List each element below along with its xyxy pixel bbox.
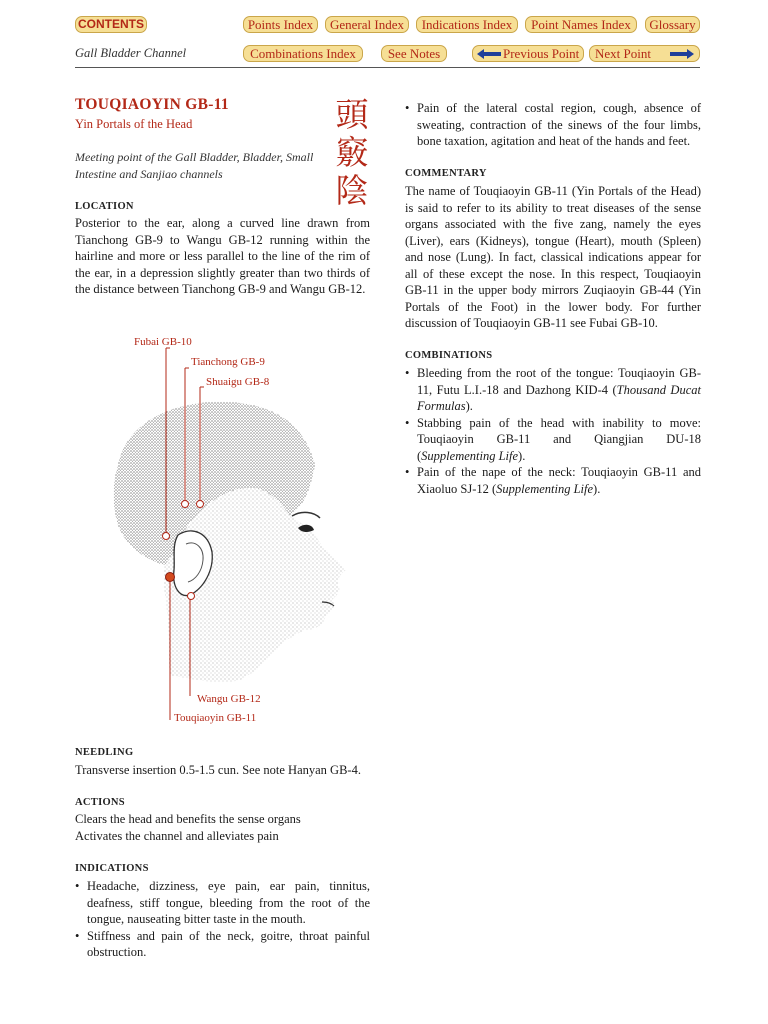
previous-point-label: Previous Point [503,46,580,61]
point-subtitle: Yin Portals of the Head [75,117,193,131]
combination-text: Stabbing pain of the head with inability to move: Touqiaoyin GB-11 and Qiangjian DU-18 ( [417,415,701,463]
indication-text: Stiffness and pain of the neck, goitre, throat painful obstruction. [87,928,370,959]
shuaigu-label: Shuaigu GB-8 [206,376,270,388]
combinations-list [405,365,701,497]
contents-button[interactable]: CONTENTS [75,16,147,33]
arrow-right-icon [670,49,694,59]
actions-heading: ACTIONS [75,797,125,808]
tianchong-point-marker [182,501,189,508]
combination-source: Supplementing Life [421,448,519,463]
combination-item [405,365,701,415]
wangu-point-marker [188,593,195,600]
bullet-icon: • [405,366,410,380]
bullet-icon: • [405,465,410,479]
combination-text: Bleeding from the root of the tongue: Touqiaoyin GB-11, Futu L.I.-18 and Dazhong KID-4 ( [417,366,701,397]
next-point-button[interactable] [589,45,700,62]
previous-point-button[interactable] [472,45,584,62]
indications-list-continued [405,100,701,150]
header-divider [75,67,700,68]
actions-item: Clears the head and benefits the sense organs [75,812,301,826]
point-title: TOUQIAOYIN GB-11 [75,96,229,113]
combination-item [405,415,701,465]
indication-text: Pain of the lateral costal region, cough, absence of sweating, contraction of the sinews of the four limbs, bone taxation, agitation and heat of the hands and feet. [417,101,701,148]
combination-end: ). [593,481,601,496]
combination-source: Supplementing Life [496,481,594,496]
combination-text: Pain of the nape of the neck: Touqiaoyin GB-11 and Xiaoluo SJ-12 ( [417,465,701,496]
glossary-button[interactable]: Glossary [645,16,700,33]
next-point-label: Next Point [595,46,651,61]
points-index-button[interactable]: Points Index [243,16,318,33]
commentary-heading: COMMENTARY [405,168,487,179]
combination-end: ). [465,399,473,413]
indication-item [75,928,370,961]
indications-index-button[interactable]: Indications Index [416,16,518,33]
indication-item [405,100,701,150]
location-heading: LOCATION [75,201,134,212]
combination-end: ). [518,448,526,463]
location-text: Posterior to the ear, along a curved line drawn from Tianchong GB-9 to Wangu GB-12 running within the hairline and more or less parallel to the line of the rim of the ear, in a depression slightly greater than two thirds of the distance between Tianchong GB-9 and Wangu GB-12. [75,216,370,296]
fubai-point-marker [163,533,170,540]
see-notes-button[interactable]: See Notes [381,45,447,62]
actions-item: Activates the channel and alleviates pain [75,829,279,843]
bullet-icon: • [75,928,80,943]
arrow-left-icon [477,49,501,59]
combination-item [405,464,701,497]
combinations-heading: COMBINATIONS [405,350,493,361]
brow-shape [292,512,320,518]
indication-text: Headache, dizziness, eye pain, ear pain, tinnitus, deafness, stiff tongue, bleeding from the root of the tongue, nauseating bitter taste in the mouth. [87,879,370,926]
meeting-point-note: Meeting point of the Gall Bladder, Bladder, Small Intestine and Sanjiao channels [75,150,314,181]
tianchong-label: Tianchong GB-9 [191,356,265,368]
head-diagram [100,330,360,720]
bullet-icon: • [75,879,80,893]
general-index-button[interactable]: General Index [325,16,409,33]
combination-source: Thousand Ducat Formulas [417,382,701,413]
needling-text: Transverse insertion 0.5-1.5 cun. See note Hanyan GB-4. [75,763,361,777]
indications-heading: INDICATIONS [75,863,149,874]
commentary-text: The name of Touqiaoyin GB-11 (Yin Portals of the Head) is said to refer to its ability to treat diseases of the sense organs associated with the five zang, namely the eyes (Liver), ears (Kidneys), tongue (Heart), mouth (Spleen) and nose (Lung). In fact, classical indications appear for all of these except the nose. In this respect, Touqiaoyin GB-11 in the upper body mirrors Zuqiaoyin GB-44 (Yin Portals of the Foot) in the lower body. For further discussion of Touqiaoyin GB-11 see Fubai GB-10. [405,184,701,330]
indication-item [75,878,370,928]
touqiaoyin-point-marker [166,573,175,582]
wangu-label: Wangu GB-12 [197,693,261,705]
channel-name: Gall Bladder Channel [75,46,187,60]
indications-list [75,878,370,961]
touqiaoyin-label: Touqiaoyin GB-11 [174,712,257,724]
bullet-icon: • [405,101,410,115]
fubai-label: Fubai GB-10 [134,336,192,348]
shuaigu-point-marker [197,501,204,508]
needling-heading: NEEDLING [75,747,134,758]
combinations-index-button[interactable]: Combinations Index [243,45,363,62]
point-names-index-button[interactable]: Point Names Index [525,16,637,33]
chinese-characters: 頭竅陰 [335,95,369,210]
bullet-icon: • [405,415,410,430]
